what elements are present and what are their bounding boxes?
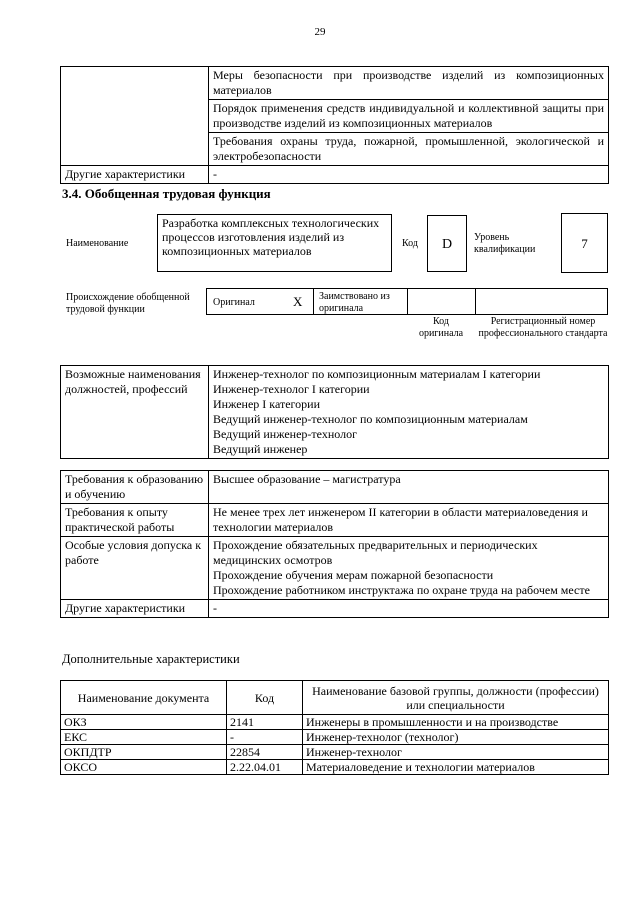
group-name-cell: Инженер-технолог [303,745,609,760]
function-name-box: Разработка комплексных технологических процессов изготовления изделий из композиционных материалов [157,214,392,272]
other-characteristics-value: - [209,600,609,618]
doc-name-cell: ЕКС [61,730,227,745]
borrowed-label: Заимствовано из оригинала [319,291,390,314]
page-number: 29 [314,26,326,38]
other-characteristics-label: Другие характеристики [61,166,209,184]
top-characteristics-table [60,66,609,184]
position-item: Инженер I категории [213,397,320,411]
code-value-box: D [427,215,467,272]
position-item: Ведущий инженер-технолог [213,427,357,441]
doc-name-cell: ОКПДТР [61,745,227,760]
position-item: Инженер-технолог I категории [213,382,370,396]
origin-box [206,288,608,315]
header-code: Код [227,681,303,715]
position-item: Ведущий инженер [213,442,308,456]
level-value-box: 7 [561,213,608,273]
group-name-cell: Инженер-технолог (технолог) [303,730,609,745]
experience-value: Не менее трех лет инженером II категории в области материаловедения и технологии материалов [209,504,609,537]
original-label: Оригинал [213,297,255,308]
doc-name-cell: ОКЗ [61,715,227,730]
experience-label: Требования к опыту практической работы [61,504,209,537]
special-conditions-list [209,537,609,600]
additional-table [60,680,609,775]
doc-code-cell: - [227,730,303,745]
special-condition-item: Прохождение работником инструктажа по охране труда на рабочем месте [213,583,590,597]
other-characteristics-value: - [209,166,609,184]
positions-list [209,366,609,459]
safety-item: Порядок применения средств индивидуальной и коллективной защиты при производстве изделий из композиционных материалов [209,100,608,133]
empty-label-cell [61,67,209,166]
doc-name-cell: ОКСО [61,760,227,775]
table-row [61,760,609,775]
name-label: Наименование [66,238,129,249]
orig-code-caption: Код оригинала [418,316,464,339]
safety-items-cell [209,67,609,166]
positions-label: Возможные наименования должностей, профессий [61,366,209,459]
doc-code-cell: 2.22.04.01 [227,760,303,775]
code-label: Код [402,238,418,249]
requirements-table [60,470,609,618]
original-mark: X [293,294,303,309]
position-item: Ведущий инженер-технолог по композиционным материалам [213,412,528,426]
safety-item: Меры безопасности при производстве изделий из композиционных материалов [213,68,604,97]
education-label: Требования к образованию и обучению [61,471,209,504]
positions-table [60,365,609,459]
group-name-cell: Инженеры в промышленности и на производстве [303,715,609,730]
education-value: Высшее образование – магистратура [209,471,609,504]
other-characteristics-label: Другие характеристики [61,600,209,618]
special-conditions-label: Особые условия допуска к работе [61,537,209,600]
safety-item: Требования охраны труда, пожарной, промышленной, экологической и электробезопасности [209,133,608,166]
header-group-name: Наименование базовой группы, должности (профессии) или специальности [303,681,609,715]
section-title: 3.4. Обобщенная трудовая функция [62,186,271,201]
position-item: Инженер-технолог по композиционным материалам I категории [213,367,541,381]
divider [407,288,408,315]
table-row [61,745,609,760]
table-row [61,715,609,730]
special-condition-item: Прохождение обязательных предварительных и периодических медицинских осмотров [213,538,538,567]
table-row [61,730,609,745]
doc-code-cell: 22854 [227,745,303,760]
divider [475,288,476,315]
divider [313,288,314,315]
doc-code-cell: 2141 [227,715,303,730]
header-document: Наименование документа [61,681,227,715]
special-condition-item: Прохождение обучения мерам пожарной безопасности [213,568,494,582]
reg-number-caption: Регистрационный номер профессионального стандарта [478,316,608,339]
origin-label: Происхождение обобщенной трудовой функции [66,292,190,315]
group-name-cell: Материаловедение и технологии материалов [303,760,609,775]
additional-title: Дополнительные характеристики [62,652,240,666]
level-label: Уровень квалификации [474,232,536,255]
